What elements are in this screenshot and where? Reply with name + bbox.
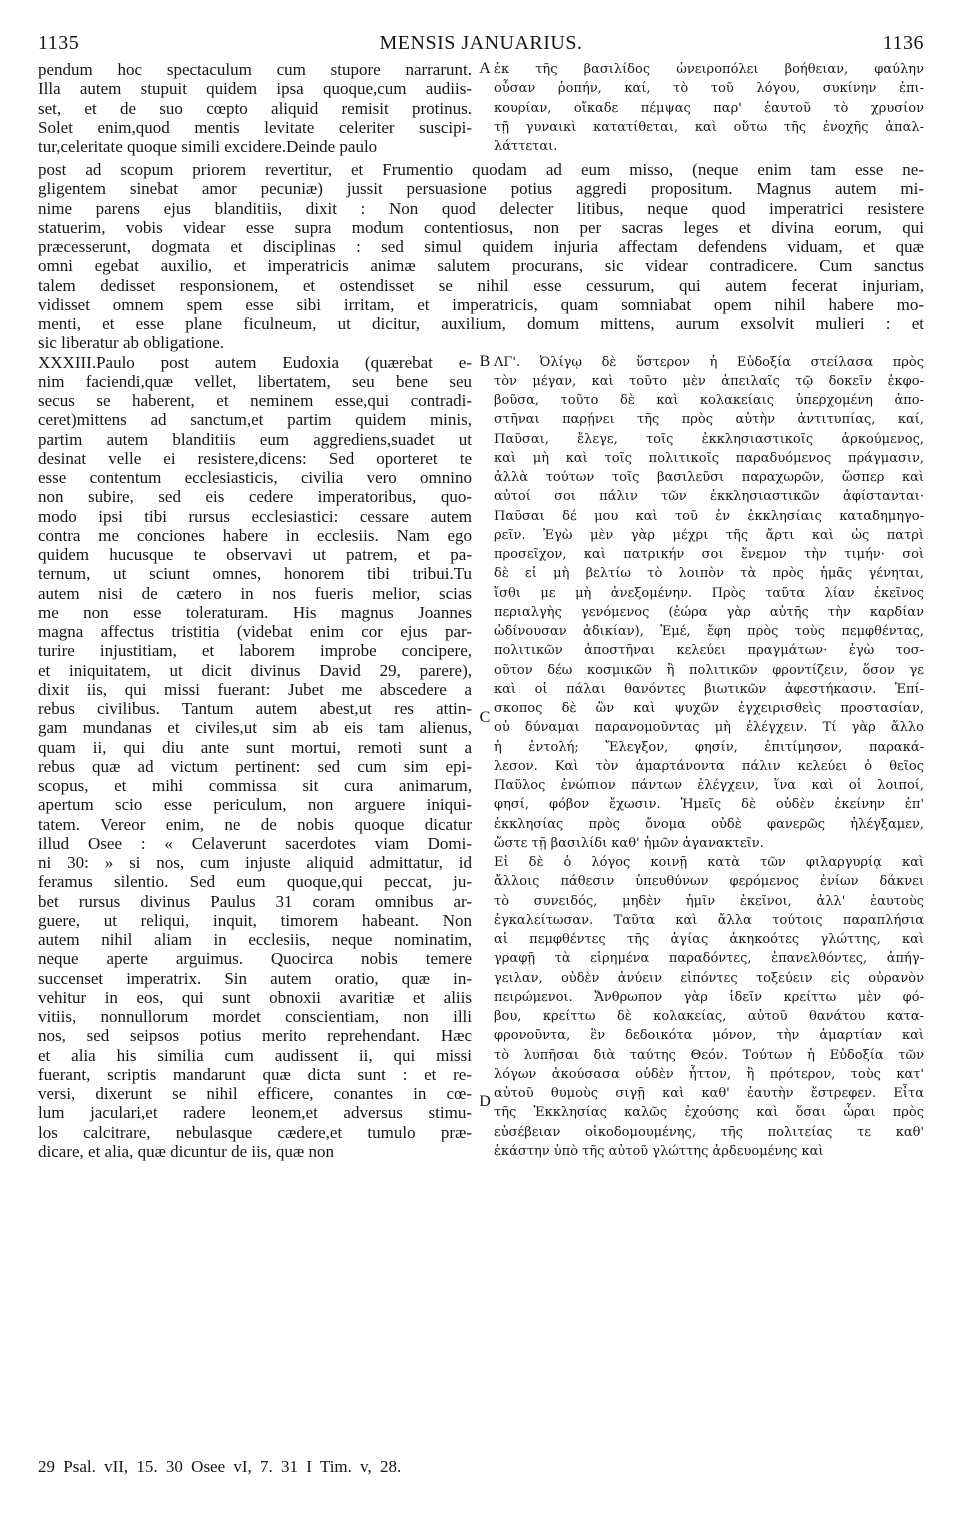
main-parallel-block [38,353,924,1223]
greek-line: καὶ οἱ πάλαι θανόντες βιωτικῶν ἀφεστήκασιν. Ἐπί- [494,681,924,697]
greek-line: Εἰ δὲ ὁ λόγος κοινῇ κατὰ τῶν φιλαργυρίᾳ καὶ [494,855,924,870]
latin-line: dicare, et alia, quæ dicuntur de iis, quæ non [38,1141,335,1161]
greek-line: προσεῖχον, καὶ πατρικήν σοι ἔνεμον τὴν τιμήν· σοὶ [494,547,924,562]
greek-line: φρονοῦντα, ἓν δεδοικότα μόνον, τὴν ἁμαρτίαν καὶ [494,1028,924,1044]
latin-line: nos, sed seipsos potius merito reprehendant. Hæc [38,1026,472,1046]
greek-line: λόγων ἀκούσασα οὐδὲν ἧττον, ἢ πρότερον, τοὺς κατ' [494,1066,924,1082]
column-marker-b: B [479,352,491,370]
latin-line: fuerant, scriptis mandarunt quæ dicta sunt : et re- [38,1064,472,1084]
latin-line: versi, dixerunt se nihil efficere, conantes in cœ- [38,1084,472,1103]
latin-line: rebus civilibus. Tantum autem abest,ut res attin- [38,699,472,718]
latin-line: Illa autem stupuit quidem ipsa quoque,cum audiis- [38,79,472,99]
latin-line: neque aperte arguimus. Quocirca nobis temere [38,949,472,969]
page-title: MENSIS JANUARIUS. [379,32,583,54]
latin-line: ternum, ut sciunt omnes, honorem tibi tribui.Tu [38,564,472,584]
latin-line: et alia his similia cum audissent ii, qui missi [38,1045,472,1065]
greek-line: τὸ συνειδός, μηδὲν ἡμῖν ἐκεῖνοι, ἀλλ' ἑαυτοὺς [494,893,924,909]
greek-line: καὶ μὴ καὶ τοῖς πολιτικοῖς παραδυόμενος πράγμασιν, [494,450,924,466]
greek-line: εὐσέβειαν οἰκοδομουμένης, τῆς πολιτείας τε καθ' [494,1124,924,1140]
latin-line: autem nihil aliam in ecclesiis, neque nominatim, [38,930,472,949]
latin-line: apertum scio esse periculum, non arguere iniqui- [38,795,472,815]
column-marker-a: A [479,60,491,77]
greek-column-top [494,60,924,156]
latin-line: magna affectus tristitia (videbat enim cor ejus par- [38,622,472,641]
greek-line: ὠδίνουσαν ἀδικίαν), Ἐμέ, ἔφη πρὸς τοὺς πεμφθέντας, [494,624,924,639]
latin-line: turire injustitiam, et laborem improbe concipere, [38,641,472,661]
latin-line: illud Osee : « Celaverunt sacerdotes viam Domi- [38,833,472,853]
latin-line: succenset imperatrix. Sin autem oratio, quæ in- [38,968,472,988]
latin-line: partim autem blanditiis eum aggrediens,suadet ut [38,429,472,449]
greek-line: ΛΓ'. Ὀλίγῳ δὲ ὕστερον ἡ Εὐδοξία στείλασα πρὸς [494,354,924,370]
column-marker-c: C [479,708,491,726]
greek-line: αὐτοί σοι πάλιν τῶν ἐκκλησιαστικῶν ἀφίστανται· [494,489,924,505]
latin-line: Solet enim,quod mentis levitate celeriter suscipi- [38,117,472,137]
greek-line: ἴσθι με μὴ ἀνεξομένην. Πρὸς ταῦτα λίαν ἐκεῖνος [494,585,924,601]
greek-line: Παῦσαι δέ μου καὶ τοῦ ἐν ἐκκλησίαις καταδημηγο- [494,508,924,524]
text-line: menti, et esse plane ficulneum, ut dicitur, auxilium, domum mittens, aurum exsolvit mulieri : et [38,314,924,333]
greek-line: τὸ λυπῆσαι διὰ ταύτης Θεόν. Τούτων ἡ Εὐδοξία τῶν [494,1047,924,1063]
greek-column [494,353,924,1162]
text-line: omni egebat auxilio, et imperatricis animæ salutem procurans, sic videar contradicere. Cum sanctus [38,256,924,276]
text-line: nime parens ejus blanditiis, dixit : Non quod delecter litibus, neque quod imperatrici resistere [38,198,924,218]
latin-line: non subire, sed eis cedere imperatoribus, quo- [38,487,472,507]
greek-line: φησί, φόβον ἔχωσιν. Ἡμεῖς δὲ οὐδὲν ἐκείνην ἐπ' [494,797,924,813]
latin-line: pendum hoc spectaculum cum stupore narrarunt. [38,60,472,79]
greek-line: γραφῇ τὰ εἰρημένα παραδόντες, ἐπανελθόντες, ἀπήγ- [494,951,924,967]
latin-line: vitiis, nonnullorum mordet conscientiam, non illi [38,1007,472,1026]
greek-line: τῆς Ἐκκλησίας καλῶς ἐχούσης καὶ ὅσαι ὧραι πρὸς [494,1105,924,1121]
text-line: talem dedisset responsionem, et ostendisset se nihil esse cessurum, qui autem fecerat injuriam, [38,275,924,295]
greek-line: οὖσαν ῥοπήν, καί, τὸ τοῦ λόγου, συκίνην ἐπι- [494,81,924,97]
page [38,32,924,1476]
greek-line: ἑκάστην ὑπὸ τῆς αὐτοῦ γλώττης ἀρδευομένης καὶ [494,1143,824,1159]
greek-line: γειλαν, οὐδὲν ἀνύειν εἰπόντες τοξεύειν εἰς οὐρανὸν [494,970,924,986]
latin-line: bet rursus divinus Paulus 31 coram omnibus ar- [38,891,472,911]
latin-line: secus se haberent, et neminem esse,qui contradi- [38,391,472,410]
greek-line: ἐκκλησίας πρὸς ὄνομα οὐδὲ φανερῶς ἠλέγξαμεν, [494,816,924,832]
greek-line: περιαλγὴς γενόμενος (ἑώρα γὰρ αὐτῆς τὴν καρδίαν [494,604,924,620]
greek-line: οὐ δύναμαι παρανομοῦντας μὴ ἐλέγχειν. Τί γὰρ ἄλλο [494,720,924,736]
latin-line: guere, ut reliqui, inquit, timorem habeant. Non [38,910,472,930]
greek-line: αὐτοῦ θυμοὺς σιγῇ καὶ καθ' ἑαυτὴν ἔστρεφεν. Εἶτα [494,1086,924,1101]
running-header [38,32,924,60]
latin-line: contra me conciones habere in ecclesiis. Nam ego [38,525,472,545]
latin-line: dixit iis, qui missi fuerant: Jubet me abscedere a [38,679,472,699]
greek-line: τῇ γυναικὶ κατατίθεται, καὶ οὕτω τῆς ἐνοχῆς ἀπαλ- [494,119,924,135]
latin-line: esse contentum ecclesiasticis, civilia vero omnino [38,468,472,487]
greek-line: ἀλλὰ τούτων τοῖς βασιλεῦσι παραχωρῶν, ὥσπερ καὶ [494,470,924,485]
text-line: gligentem sinebat amor pecuniæ) jussit persuasione potius aggredi propositum. Magnus autem mi- [38,179,924,199]
latin-column-top [38,60,472,156]
latin-line: modo ipsi tibi rursus ecclesiastici: cessare autem [38,506,472,526]
latin-line: autem nisi de cætero in nos fueris melior, scias [38,583,472,603]
greek-line: ἐκ τῆς βασιλίδος ὠνειροπόλει βοήθειαν, φαύλην [494,62,924,77]
greek-line: ἐγκαλείτωσαν. Ταῦτα καὶ ἄλλα τούτοις παραπλήσια [494,912,924,928]
greek-line: Παῦσαι, ἔλεγε, τοῖς ἐκκλησιαστικοῖς ἀρκούμενος, [494,431,924,447]
page-number-right: 1136 [882,32,924,54]
greek-line: βοῦσα, τοῦτο δὲ καὶ κολακείαις ὑπερχομένη ἀπο- [494,393,924,408]
latin-line: gam mundanas et civiles,ut sim ab eis tam alienus, [38,718,472,738]
text-line: sic liberatur ab obligatione. [38,333,224,353]
column-marker-d: D [479,1092,491,1110]
greek-line: δὲ εἰ μὴ βελτίω τὸ λοιπὸν τὰ πρὸς ἡμᾶς γένηται, [494,566,924,582]
latin-line: desinat velle ei resistere,dicens: Sed oporteret te [38,448,472,468]
greek-line: πολιτικῶν ἀποστῆναι κελεύει πραγμάτων· ἐγὼ τοσ- [494,643,924,659]
latin-line: feramus silentio. Sed eum quoque,qui peccat, ju- [38,872,472,892]
latin-line: tatem. Vereor enim, ne de nobis quoque dicatur [38,814,472,834]
greek-line: λάττεται. [494,139,558,154]
text-line: præcesserunt, dogmata et disciplinas : sed simul quidem injuria affectam defendens viduam, et quæ [38,237,924,256]
greek-line: τὸν μέγαν, καὶ τοῦτο μὲν ἀπειλαῖς τῷ δοκεῖν ἐκφο- [494,373,924,389]
latin-line: ni 30: » si nos, cum injuste aliquid admittatur, id [38,853,472,872]
top-parallel-block [38,60,924,160]
greek-line: αἱ πεμφθέντες τῆς ἁγίας ἀκηκοότες γλώττης, καὶ [494,932,924,947]
latin-line: et iniquitatem, ut dicit divinus David 29, parere), [38,660,472,680]
full-width-paragraph [38,160,924,353]
text-line: post ad scopum priorem revertitur, et Frumentio quodam ad eum misso, (neque enim tam esse ne- [38,160,924,179]
greek-line: βου, κρείττω δὲ κολακείας, αὐτοῦ θανάτου κατα- [494,1009,924,1024]
greek-line: πειρώμενοι. Ἄνθρωπον γὰρ ἰδεῖν κρείττω μὲν φό- [494,989,924,1005]
latin-line: set, et de suo cœpto aliquid remisit protinus. [38,98,472,118]
greek-line: οῦτον δέω κοσμικῶν ἢ πολιτικῶν φροντίζειν, ὅσον γε [494,662,924,678]
latin-line: lum jaculari,et radere leonem,et adversus stimu- [38,1103,472,1123]
footnotes: 29 Psal. vII, 15. 30 Osee vI, 7. 31 I Tim. v, 28. [38,1457,402,1476]
latin-line: scopus, et mihi commissa sit cura animarum, [38,776,472,795]
latin-line: nim faciendi,quæ vellet, libertatem, seu bene seu [38,371,472,391]
greek-line: κουρίαν, οἴκαδε πέμψας παρ' ἑαυτοῦ τὸ χρυσίον [494,100,924,116]
page-number-left: 1135 [38,32,80,54]
latin-line: quidem hucusque te observavi ut patrem, et pa- [38,545,472,564]
latin-line: vehitur in eos, qui sunt obnoxii avaritiæ et aliis [38,987,472,1007]
greek-line: ρεῖν. Ἐγὼ μὲν γὰρ μέχρι τῆς ἄρτι καὶ ὡς πατρὶ [494,527,924,543]
latin-line: me non esse toleraturam. His magnus Joannes [38,602,472,622]
latin-line: tur,celeritate quoque simili excidere.Deinde paulo [38,137,378,156]
latin-line: quam ii, qui diu ante sunt mortui, remoti sunt a [38,737,472,757]
latin-line: rebus quæ ad victum pertinent: sed cum sim epi- [38,756,472,776]
greek-line: ὥστε τῇ βασιλίδι καθ' ἡμῶν ἀγανακτεῖν. [494,835,764,851]
greek-line: σκοπος δὲ ὢν καὶ ψυχῶν ἐγχειρισθεὶς προστασίαν, [494,701,924,716]
greek-line: ἄλλοις πάθεσιν ὑπευθύνων φερόμενος ἐνίων δάκνει [494,874,924,890]
greek-line: λεσον. Καὶ τὸν ἁμαρτάνοντα πάλιν κελεύει ὁ θεῖος [494,758,924,774]
latin-line: los calcitrare, nebulasque cædere,et tumulo præ- [38,1122,472,1142]
greek-line: στῆναι παρῄνει τῆς πρὸς αὐτὴν ἀντιτυπίας, καί, [494,412,924,428]
greek-line: Παῦλος ἐνώπιον πάντων ἐλέγχειν, ἵνα καὶ οἱ λοιποί, [494,778,924,793]
latin-column [38,353,472,1162]
latin-line: XXXIII.Paulo post autem Eudoxia (quærebat e- [38,352,472,372]
text-line: statuerim, vobis videar esse supra modum contentiosus, non per sacras leges et divina eorum, qui [38,217,924,237]
greek-line: ἡ ἐντολή; Ἔλεγξον, φησίν, ἐπιτίμησον, παρακά- [494,739,924,755]
latin-line: ceret)mittens ad sanctum,et partim quidem minis, [38,410,472,430]
text-line: vidisset omnem spem esse sibi irritam, et imperatricis, quam somniabat opem nihil habere mo- [38,294,924,314]
